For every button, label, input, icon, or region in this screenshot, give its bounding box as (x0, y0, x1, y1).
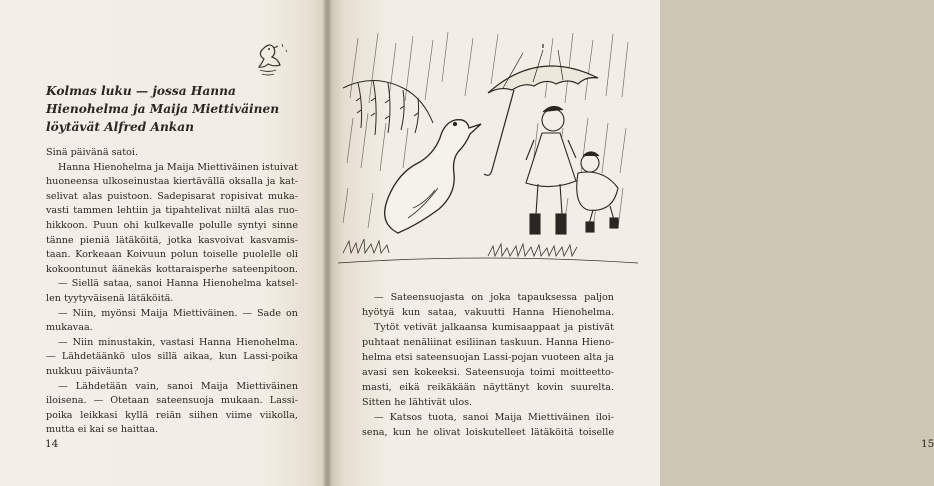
text-line: — Katsos tuota, sanoi Maija Miettiväinen iloi- (374, 412, 614, 423)
text-line: poika leikkasi kyllä reiän siihen viime viikolla, (46, 409, 298, 421)
page-number-right: 15 (921, 438, 934, 450)
text-line: Hanna Hienohelma ja Maija Miettiväinen istuivat (58, 161, 298, 173)
text-line: Tytöt vetivät jalkaansa kumisaappaat ja pistivät (374, 322, 614, 333)
duck-icon (385, 120, 481, 233)
book-gutter (322, 0, 332, 486)
left-page (0, 0, 328, 486)
text-line: sena, kun he olivat loiskutelleet lätäköitä toiselle (362, 427, 614, 438)
text-line: Sitten he lähtivät ulos. (362, 397, 473, 408)
text-line: len tyytyväisenä lätäköitä. (46, 292, 174, 304)
grass-icon (338, 239, 638, 263)
right-page (328, 0, 934, 486)
text-line: — Lähdetään vain, sanoi Maija Miettiväinen (58, 380, 298, 392)
text-line: masti, eikä reikäkään näyttänyt kovin suurelta. (362, 382, 614, 393)
chapter-title-line: Kolmas luku — jossa Hanna (46, 84, 236, 98)
left-body-text (46, 146, 298, 438)
text-line: hyötyä kun sataa, vakuutti Hanna Hienohelma. (362, 307, 614, 318)
chapter-title-line: löytävät Alfred Ankan (46, 120, 195, 134)
girl-standing-icon (526, 106, 576, 234)
text-line: helma etsi sateensuojan Lassi-pojan vuoteen alta ja (362, 352, 614, 363)
text-line: selivat alas puistoon. Sadepisarat ropisivat muka- (46, 190, 298, 202)
text-line: kokoontunut äänekäs kottaraisperhe sateenpitoon. (46, 263, 298, 275)
chapter-title (46, 82, 281, 136)
text-line: Sinä päivänä satoi. (46, 147, 138, 158)
text-line: hikkoon. Puun ohi kulkevalle polulle syntyi sinne (46, 219, 298, 231)
girl-crouching-icon (577, 152, 618, 232)
text-line: avasi sen kokeeksi. Sateensuoja toimi moitteetto- (362, 367, 614, 378)
text-line: — Sateensuojasta on joka tapauksessa paljon (374, 292, 614, 303)
rain-illustration (338, 28, 638, 278)
text-line: huoneensa ulkoseinustaa kiertävällä oksalla ja kat- (46, 176, 298, 188)
text-line: taan. Korkeaan Koivuun polun toiselle puolelle oli (46, 249, 298, 261)
text-line: tänne pieniä lätäköitä, jotka kasvoivat kasvamis- (46, 234, 298, 246)
text-line: puhtaat nenäliinat esiliinan taskuun. Hanna Hieno- (362, 337, 614, 348)
text-line: — Niin, myönsi Maija Miettiväinen. — Sade on (58, 307, 298, 319)
text-line: mukavaa. (46, 322, 93, 334)
text-line: — Lähdetäänkö ulos sillä aikaa, kun Lassi-poika (46, 351, 298, 363)
page-number-left: 14 (45, 438, 59, 450)
text-line: nukkuu päiväunta? (46, 365, 139, 377)
chapter-title-line: Hienohelma ja Maija Miettiväinen (46, 102, 280, 116)
text-line: mutta ei kai se haittaa. (46, 424, 159, 436)
text-line: — Niin minustakin, vastasi Hanna Hienohelma. (58, 336, 298, 348)
text-line: — Siellä sataa, sanoi Hanna Hienohelma katsel- (58, 278, 298, 290)
willow-branches-icon (343, 80, 433, 135)
right-body-text (362, 290, 614, 440)
text-line: iloisena. — Otetaan sateensuoja mukaan. Lassi- (46, 395, 298, 407)
text-line: vasti tammen lehtiin ja tipahtelivat niiltä alas ruo- (46, 205, 298, 217)
bird-vignette-icon (252, 40, 292, 82)
